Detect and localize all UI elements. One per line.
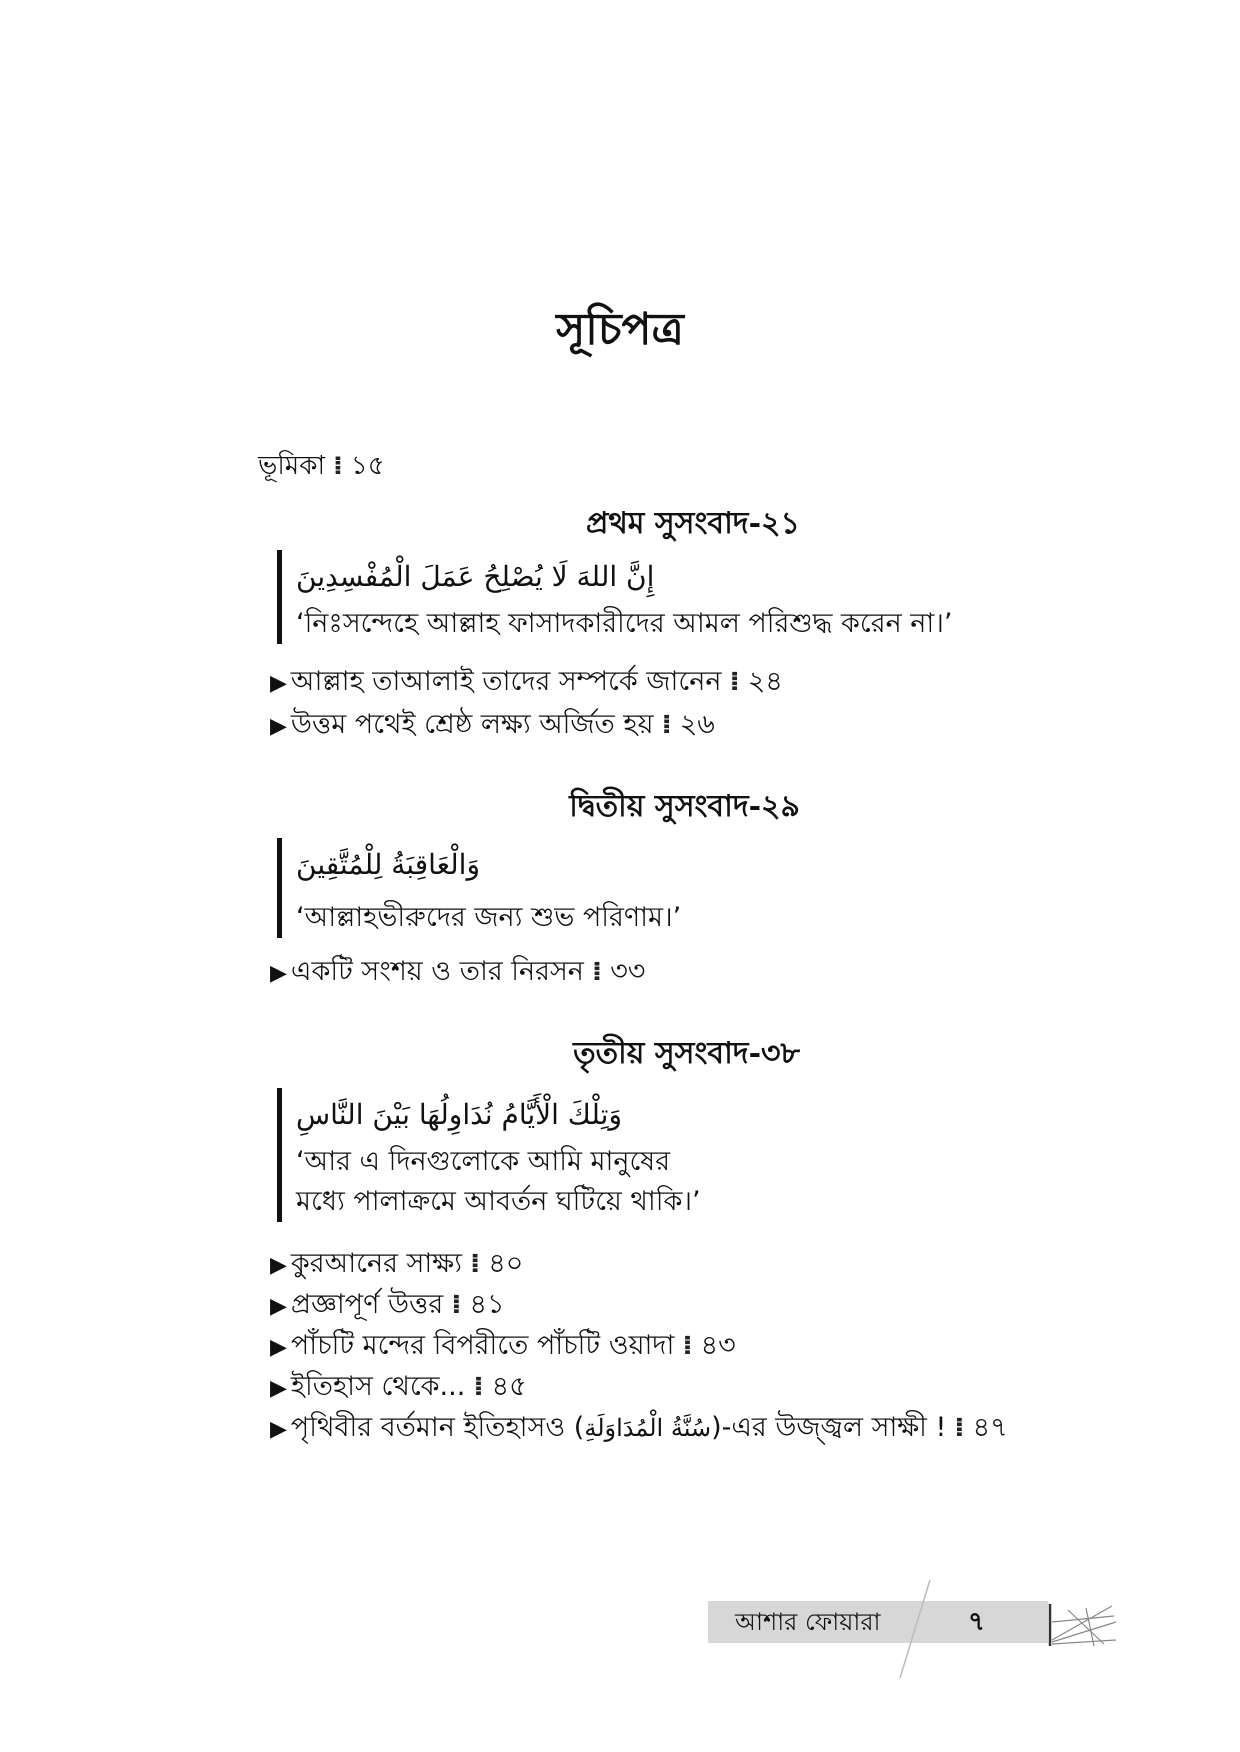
section-heading-2[interactable]: দ্বিতীয় সুসংবাদ-২৯ (569, 789, 800, 824)
verse-translation-2: ‘আল্লাহভীরুদের জন্য শুভ পরিণাম।’ (296, 902, 682, 933)
toc-item-label: প্রজ্ঞাপূর্ণ উত্তর (290, 1289, 444, 1320)
separator-icon: ⁞ (451, 1289, 462, 1320)
verse-translation-3-line-2: মধ্যে পালাক্রমে আবর্তন ঘটিয়ে থাকি।’ (296, 1186, 701, 1217)
play-triangle-icon: ▶ (270, 1417, 287, 1442)
footer-book-title: আশার ফোয়ারা (735, 1608, 881, 1636)
toc-item[interactable] (270, 1367, 527, 1409)
toc-item-label: আল্লাহ তাআলাই তাদের সম্পর্কে জানেন (290, 666, 722, 697)
toc-item[interactable] (270, 1285, 505, 1327)
toc-item-page: ৪৫ (491, 1371, 527, 1402)
separator-icon: ⁞ (729, 666, 740, 697)
toc-intro-label: ভূমিকা (258, 451, 325, 481)
verse-translation-1: ‘নিঃসন্দেহে আল্লাহ ফাসাদকারীদের আমল পরিশুদ্ধ করেন না।’ (296, 608, 953, 639)
toc-item-label: একটি সংশয় ও তার নিরসন (290, 956, 584, 987)
toc-item-label-before: পৃথিবীর বর্তমান ইতিহাসও ( (290, 1412, 585, 1443)
toc-item-label: কুরআনের সাক্ষ্য (290, 1248, 462, 1279)
arabic-verse-1: إِنَّ اللهَ لَا يُصْلِحُ عَمَلَ الْمُفْسِدِينَ (296, 560, 655, 593)
page-title: সূচিপত্র (556, 304, 684, 355)
quote-block-2 (277, 838, 681, 938)
separator-icon: ⁞ (682, 1330, 693, 1361)
toc-item-label: পাঁচটি মন্দের বিপরীতে পাঁচটি ওয়াদা (290, 1330, 675, 1361)
toc-item-label-after: )-এর উজ্জ্বল সাক্ষী ! (711, 1412, 947, 1443)
toc-item-page: ৪০ (488, 1248, 524, 1279)
toc-item-label: ইতিহাস থেকে... (290, 1371, 466, 1402)
toc-item[interactable] (270, 705, 715, 747)
arabic-verse-2: وَالْعَاقِبَةُ لِلْمُتَّقِينَ (296, 848, 480, 881)
toc-item-page: ৪১ (469, 1289, 505, 1320)
toc-item-page: ৪৭ (972, 1412, 1008, 1443)
quote-block-3 (277, 1088, 701, 1222)
play-triangle-icon: ▶ (270, 671, 287, 696)
toc-item-page: ২৬ (679, 709, 715, 740)
separator-icon: ⁞ (591, 956, 603, 987)
toc-intro-page: ১৫ (350, 451, 385, 481)
toc-item-label: উত্তম পথেই শ্রেষ্ঠ লক্ষ্য অর্জিত হয় (290, 709, 654, 740)
separator-icon: ⁞ (332, 451, 343, 481)
toc-item[interactable] (270, 1408, 1008, 1450)
play-triangle-icon: ▶ (270, 1376, 287, 1401)
play-triangle-icon: ▶ (270, 961, 287, 986)
toc-item[interactable] (270, 1244, 523, 1286)
separator-icon: ⁞ (661, 709, 672, 740)
toc-item-page: ৪৩ (700, 1330, 736, 1361)
toc-item-page: ২৪ (747, 666, 783, 697)
separator-icon: ⁞ (469, 1248, 481, 1279)
play-triangle-icon: ▶ (270, 1253, 287, 1278)
arabic-verse-3: وَتِلْكَ الْأَيَّامُ نُدَاوِلُهَا بَيْنَ النَّاسِ (296, 1098, 622, 1131)
verse-translation-3-line-1: ‘আর এ দিনগুলোকে আমি মানুষের (296, 1146, 671, 1177)
play-triangle-icon: ▶ (270, 714, 287, 739)
toc-intro[interactable] (258, 446, 385, 486)
toc-item[interactable] (270, 952, 645, 994)
toc-item-label-arabic: سُنَّةُ الْمُدَاوَلَةِ (584, 1414, 712, 1442)
play-triangle-icon: ▶ (270, 1294, 287, 1319)
separator-icon: ⁞ (954, 1412, 965, 1443)
toc-item[interactable] (270, 1326, 736, 1368)
separator-icon: ⁞ (473, 1371, 484, 1402)
footer-page-number: ৭ (968, 1607, 985, 1637)
footer-decoration-icon (880, 1570, 1120, 1680)
toc-item-page: ৩৩ (610, 956, 646, 987)
section-heading-1[interactable]: প্রথম সুসংবাদ-২১ (585, 506, 800, 541)
toc-item[interactable] (270, 662, 783, 704)
play-triangle-icon: ▶ (270, 1335, 287, 1360)
section-heading-3[interactable]: তৃতীয় সুসংবাদ-৩৮ (573, 1036, 800, 1071)
quote-block-1 (277, 550, 952, 644)
